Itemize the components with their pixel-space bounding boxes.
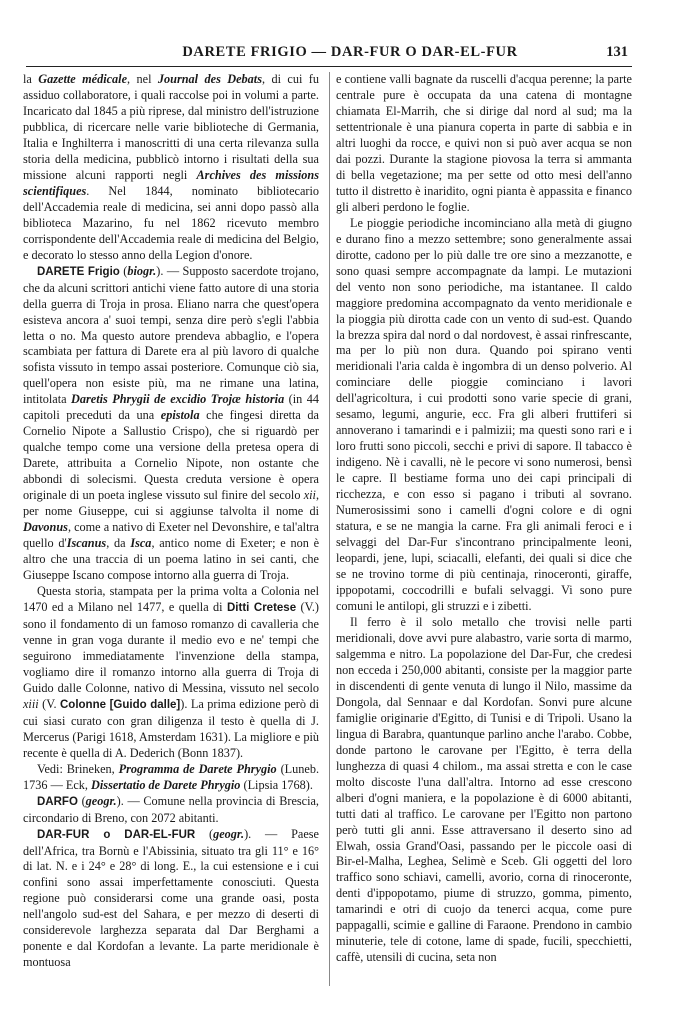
journal-title: Journal des Debats [157, 72, 262, 86]
entry-category: geogr. [213, 826, 245, 841]
work-title: Daretis Phrygii de excidio Trojæ historia [71, 392, 285, 407]
entry-darfo [23, 794, 319, 827]
left-column [23, 72, 319, 971]
text-run: , per nome Giuseppe, cui si aggiunse talvolta il nome di [23, 488, 319, 519]
text-run: ( [119, 263, 128, 278]
entry-category: biogr. [127, 263, 157, 278]
century-numeral: xii [303, 488, 316, 503]
entry-headword: DARETE Frigio [37, 265, 120, 278]
text-run: , antico nome di Exeter; e non è altro che una traccia di un poema latino in sei canti, che Giuseppe Iscano compose intorno alla guerra di Troja. [23, 536, 320, 583]
text-run: ). — Paese dell'Africa, tra Bornù e l'Abissinia, situato tra gli 11° e 16° di lat. N. e i 24° e 28° di long. E., la cui estensione e i cui confini sono assai imperfettamente conosciuti. Questa regione può considerarsi come una grande oasi, posta nell'angolo sud-est del Sahara, e per mezzo di deserti di considerevole larghezza separata dal Dar Berghami a ponente e dal Kordofan a levante. La parte meridionale è montuosa [23, 826, 319, 970]
text-run: (in 44 capitoli preceduti da una [23, 392, 320, 423]
work-title: Archives des missions scientifiques [23, 167, 320, 198]
journal-title: Gazette médicale [38, 72, 128, 86]
text-run: Vedi: Brineken, [37, 761, 119, 776]
paragraph: Il ferro è il solo metallo che trovisi nelle parti meridionali, dove avvi pure alabastro, varie sorta di marmo, salgemma e nitro. La popolazione del Dar-Fur, che credesi non ecceda i 250,000 abitanti, consiste per la maggior parte in discendenti di gente venuta di lungo il Nilo, massime da Dongola, dal Sennaar e dal Kordofan. Sonvi pure alcune famiglie originarie d'Egitto, di Tunisi e di Tripoli. Usano la lingua di Barabra, quantunque parlino anche l'arabo. Cobbe, donde partono le carovane per l'Egitto, è terra della lunghezza di quasi 4 chilom., ma assai stretta e con le case molto discoste l'una dall'altra. Intorno ad esse crescono alberi d'ogni maniera, e la popolazione è di 6000 abitanti, tutti dati al traffico. Le carovane per l'Egitto non partono però tutti gli anni. Esse attraversano il deserto sino ad Elwah, ossia Grand'Oasi, passando per le piccole oasi di Bir-el-Malha, Leghea, Selimè e Sceb. Gli oggetti del loro traffico sono schiavi, camelli, avorio, corna di rinoceronte, denti d'ippopotamo, piume di struzzo, gomma, pimento, tamarindi e otri di cuojo da tenerci acqua, come pure pappagalli, scimie e galline di Faraone. Prendono in cambio minuterie, tele di cotone, lame di spade, fucili, specchietti, caffè, utensili di cucina, seta non [336, 614, 632, 965]
running-header [20, 42, 680, 66]
cross-reference: Ditti Cretese [227, 601, 297, 614]
text-run: (V.) sono il fondamento di un famoso romanzo di cavalleria che venne in gran voga durante il medio evo e ne' tempi che seguirono immediatamente l'invenzione della stampa, vogliamo dire il romanzo intorno alla guerra di Troja di Guido dalle Colonne, nativo di Messina, vissuto nel secolo [23, 599, 319, 695]
text-run: , nel [127, 72, 158, 86]
right-column [336, 72, 632, 966]
text-run: ). — Comune nella provincia di Brescia, circondario di Breno, con 2072 abitanti. [23, 793, 319, 825]
work-title: Dissertatio de Darete Phrygio [91, 777, 241, 792]
italic-term: Iscanus [66, 536, 107, 551]
page-number: 131 [606, 44, 628, 60]
text-run: ). — Supposto sacerdote trojano, che da alcuni scrittori antichi viene fatto autore di una storia della guerra di Troja in prosa. Eliano narra che quest'opera esisteva ancora a' suoi tempi, senza dire però s'egli l'abbia letta o no. Ma questo autore prendeva abbaglio, e l'opera scambiata per fattura di Darete era al più lavoro di qualche sofista vissuto in tempo assai posteriore. Comunque ciò sia, quell'opera non esiste più, ma ne rimane una latina, intitolata [23, 263, 319, 407]
cross-reference: Colonne [Guido dalle] [60, 698, 181, 711]
text-run: Questa storia, stampata per la prima volta a Colonia nel 1470 ed a Milano nel 1477, e quella di [23, 584, 319, 614]
column-divider [329, 72, 330, 986]
bibliography-paragraph [23, 762, 319, 794]
paragraph-continuation [23, 72, 319, 264]
entry-headword: DAR-FUR o DAR-EL-FUR [37, 828, 196, 841]
text-run: (Luneb. 1736 — Eck, [23, 761, 320, 792]
text-run: (Lipsia 1768). [240, 777, 313, 792]
text-run: ( [77, 793, 86, 808]
entry-dar-fur [23, 827, 319, 972]
text-run: (V. [38, 696, 60, 711]
text-run: che fingesi diretta da Cornelio Nipote a Sallustio Crispo), che si riguardò per qualche tempo come una versione della pretesa opera di Darete, attribuita a Cornelio Nipote, non ostante che abbondi di solecismi. Questa creduta versione è opera originale di un poeta inglese vissuto sul finire del secolo [23, 408, 319, 503]
entry-headword: DARFO [37, 795, 78, 808]
header-rule [26, 66, 632, 67]
paragraph [23, 584, 319, 762]
text-run: , come a nativo di Exeter nel Devonshire, e tal'altra quello d' [23, 520, 319, 551]
text-run: . Nel 1844, nominato bibliotecario dell'Accademia reale di medicina, sei anni dopo passò alla biblioteca Mazarino, fu nel 1862 ricevuto membro corrispondente dell'Accademia reale di medicina del Belgio, e decorato lo stesso anno della Legion d'onore. [23, 183, 319, 262]
paragraph: Le pioggie periodiche incominciano alla metà di giugno e durano fino a mezzo settembre; sono generalmente assai dirotte, cadono per lo più dalle tre ore sino a mezzanotte, e sono quasi sempre accompagnate da lampi. Le mutazioni del vento non sono periodiche, ma istantanee. Il caldo maggiore predomina accompagnato da vento meridionale e la pioggia più dirotta cade con un vento di sud-est. Quando la brezza spira dal nord o dal nordovest, è assai rinfrescante, ma per lo più non dura. Quando poi spirano venti meridionali l'aria calda è ingombra di un denso polverio. Al cominciare delle pioggie cominciano i lavori dell'agricoltura, i cui prodotti sono varie specie di grani, sesamo, legumi, angurie, ecc. Fra gli alberi fruttiferi si annoverano i tamarindi e i palmizii; ma questi sono rari e i loro frutti sono piccoli, secchi e privi di sapore. Il tabacco è indigeno. Nè i cavalli, nè le pecore vi sono numerosi, bensì le capre. Il bestiame forma uno dei capi principali di ricchezza, e con esso si pagano i tributi al sovrano. Numerosissimi sono i camelli d'ogni colore e di ogni statura, e se ne mangia la carne. Fra gli animali feroci e i selvaggi del Dar-Fur s'incontrano principalmente leoni, leopardi, jene, lupi, sciacalli, elefanti, dei quali si dice che se ne trovino torme di più centinaja, rinoceronti, giraffe, ippopotami, coccodrilli e bufali selvaggi. Vi sono pure comuni le antilopi, gli struzzi e i zibetti. [336, 215, 632, 613]
italic-term: Isca [130, 536, 152, 551]
entry-category: geogr. [85, 793, 117, 808]
text-run: , di cui fu assiduo collaboratore, i quali raccolse poi in volumi a parte. Incaricato dal 1845 a più riprese, dal ministro dell'istruzione pubblica, di ricercare nelle varie biblioteche di Germania, Italia e Inghilterra i manoscritti di una certa rilevanza sulla storia della medicina, pubblicò intorno i risultati della sua missione alcuni rapporti negli [23, 72, 320, 182]
century-numeral: xiii [23, 696, 39, 711]
paragraph-continuation: e contiene valli bagnate da ruscelli d'acqua perenne; la parte centrale pure è occupata da una catena di montagne chiamata El-Marrih, che si dirige dal nord al sud; ma la settentrionale è una pianura coperta in parte di sabbia e in altri luoghi da rocce, e quivi non si può aver acqua se non dai pozzi. Durante la stagione piovosa la terra si ammanta di bella vegetazione; ma per sette od otto mesi dell'anno tutto il distretto è inaridito, ogni pianta è appassita e financo gli alberi perdono le foglie. [336, 72, 632, 214]
work-title: Programma de Darete Phrygio [118, 761, 277, 776]
italic-term: epistola [160, 408, 200, 423]
text-run: ( [195, 826, 214, 841]
text-run: la [23, 72, 39, 86]
text-run: ). La prima edizione però di cui siasi curato con gran diligenza il testo è quella di J. Mercerus (Parigi 1618, Amsterdam 1631). La migliore e più recente è quella di A. Dederich (Bonn 1837). [23, 696, 319, 760]
header-title: DARETE FRIGIO — DAR-FUR O DAR-EL-FUR [182, 44, 518, 60]
italic-term: Davonus [23, 520, 68, 535]
entry-darete-frigio [23, 264, 319, 584]
text-run: , da [106, 536, 131, 551]
